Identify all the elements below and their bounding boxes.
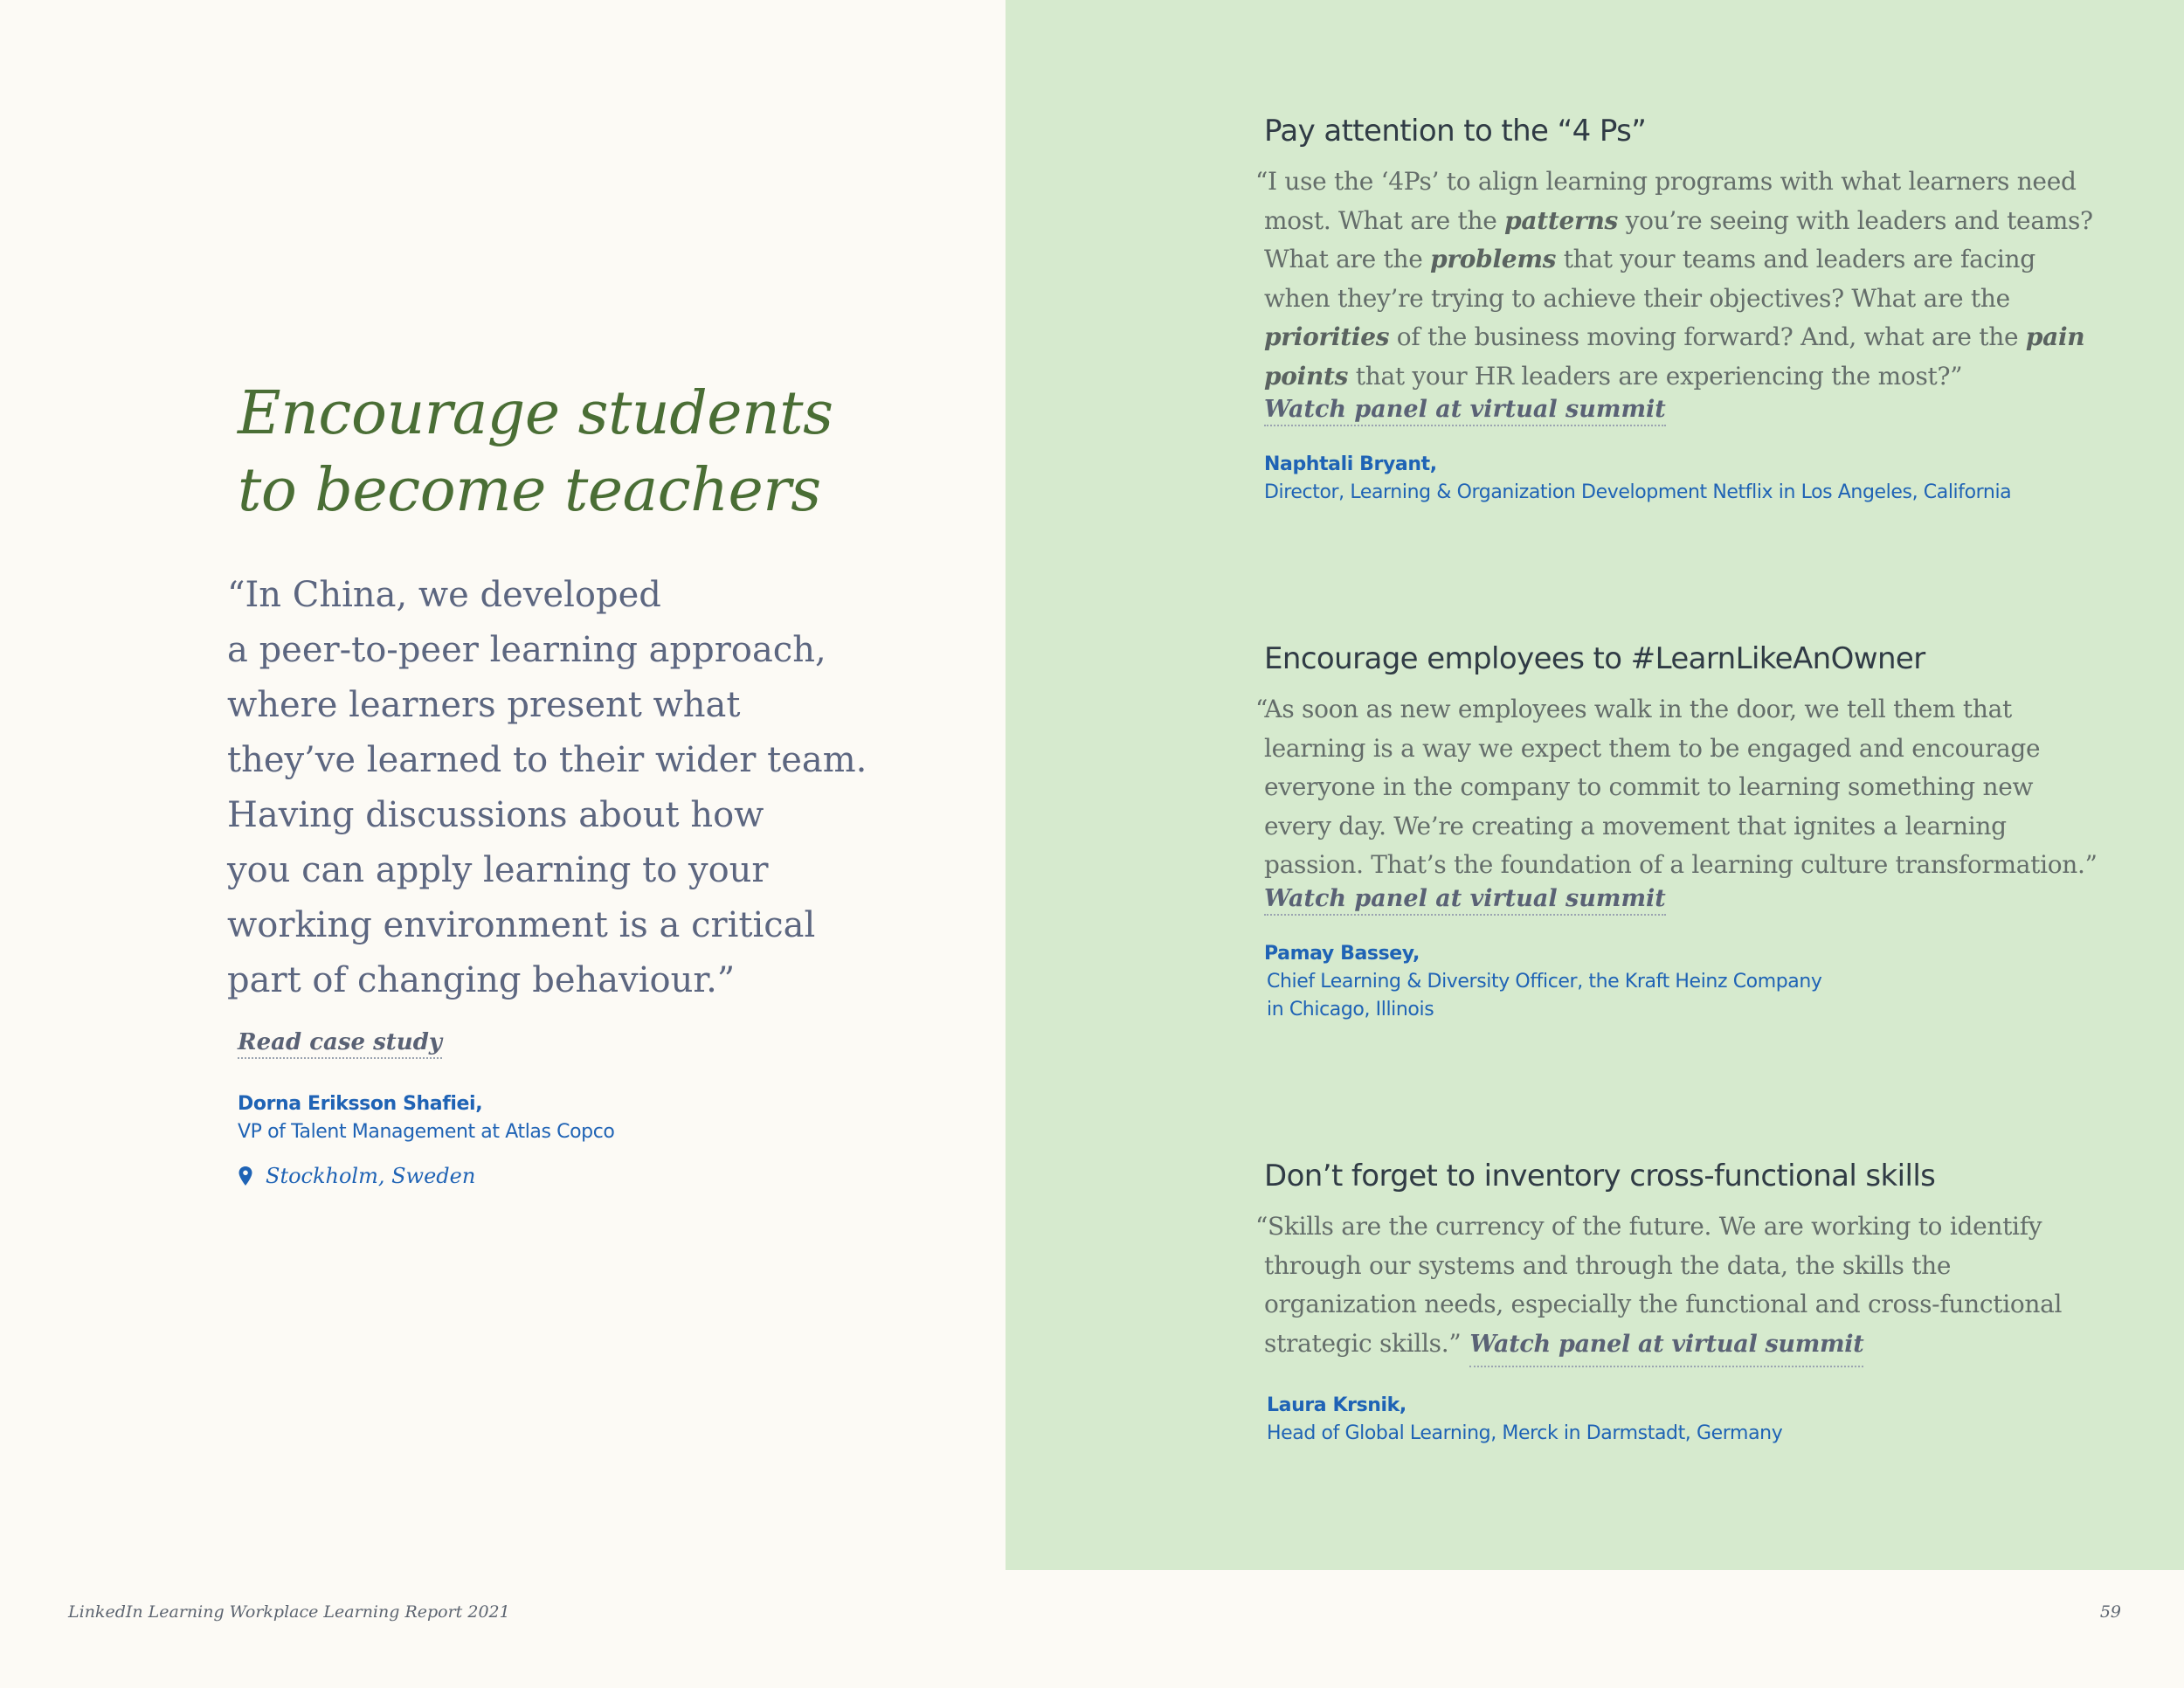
quote-line: through our systems and through the data, the skills the [1264, 1250, 1952, 1280]
location-text: Stockholm, Sweden [266, 1164, 476, 1188]
quote-line: organization needs, especially the functional and cross-functional [1264, 1290, 2063, 1318]
title-line: to become teachers [238, 456, 821, 525]
quote-line: they’ve learned to their wider team. [227, 740, 867, 780]
quote-text: What are the [1264, 245, 1431, 273]
quote-emphasis: patterns [1504, 205, 1618, 235]
person-role: Chief Learning & Diversity Officer, the Kraft Heinz Company [1267, 970, 1822, 993]
featured-quote [227, 568, 902, 1008]
person-role: Director, Learning & Organization Development Netflix in Los Angeles, California [1264, 481, 2012, 503]
quote-line [1255, 357, 2059, 397]
quote-line: passion. That’s the foundation of a learning culture transformation.” [1264, 850, 2098, 879]
quote-line: “As soon as new employees walk in the door, we tell them that [1255, 695, 2012, 723]
section-4ps [1255, 114, 2093, 507]
attribution [1264, 940, 2059, 1024]
section-quote [1255, 690, 2098, 885]
person-name: Laura Krsnik, [1267, 1394, 1406, 1416]
person-name: Pamay Bassey, [1264, 942, 1420, 965]
quote-text: strategic skills.” [1264, 1328, 1462, 1358]
watch-panel-link[interactable]: Watch panel at virtual summit [1264, 885, 1666, 916]
section-title: Encourage employees to #LearnLikeAnOwner [1264, 641, 1925, 676]
person-role: in Chicago, Illinois [1267, 998, 1434, 1020]
left-column [227, 376, 902, 1188]
attribution [1264, 451, 2059, 507]
section-quote [1255, 1207, 2063, 1367]
quote-text: that your teams and leaders are facing [1556, 245, 2035, 273]
quote-emphasis: points [1264, 361, 1349, 391]
quote-line [1255, 202, 2093, 241]
location [238, 1164, 902, 1188]
page-number: 59 [2099, 1602, 2121, 1622]
quote-emphasis: priorities [1264, 322, 1390, 351]
attribution [238, 1090, 902, 1146]
attribution [1264, 1392, 2059, 1448]
quote-line: learning is a way we expect them to be engaged and encourage [1264, 733, 2041, 763]
quote-text: you’re seeing with leaders and teams? [1617, 205, 2093, 235]
quote-text: most. What are the [1264, 205, 1505, 235]
person-name: Dorna Eriksson Shafiei, [238, 1093, 483, 1115]
person-name: Naphtali Bryant, [1264, 453, 1437, 475]
section-cross-functional-skills [1255, 1159, 2063, 1448]
watch-panel-link[interactable]: Watch panel at virtual summit [1469, 1325, 1863, 1368]
section-title: Don’t forget to inventory cross-functional skills [1264, 1159, 1936, 1193]
quote-line [1255, 240, 2059, 280]
quote-text: that your HR leaders are experiencing the most?” [1348, 361, 1963, 391]
quote-line: “I use the ‘4Ps’ to align learning programs with what learners need [1255, 167, 2077, 196]
quote-line [1255, 1325, 2059, 1368]
section-title: Pay attention to the “4 Ps” [1264, 114, 1647, 149]
quote-emphasis: problems [1430, 245, 1557, 273]
quote-line: when they’re trying to achieve their objectives? What are the [1264, 283, 2010, 313]
footer-report-title: LinkedIn Learning Workplace Learning Report 2021 [68, 1602, 510, 1622]
quote-emphasis: pain [2025, 322, 2085, 351]
quote-line: working environment is a critical [227, 905, 816, 945]
quote-line: “Skills are the currency of the future. We are working to identify [1255, 1212, 2042, 1241]
quote-line [1255, 318, 2085, 357]
person-role: VP of Talent Management at Atlas Copco [238, 1121, 615, 1143]
quote-line: every day. We’re creating a movement that ignites a learning [1264, 811, 2007, 841]
quote-line: where learners present what [227, 685, 741, 725]
quote-line: a peer-to-peer learning approach, [227, 630, 826, 670]
quote-line: you can apply learning to your [227, 850, 769, 890]
title-line: Encourage students [238, 379, 833, 448]
section-quote [1255, 163, 2093, 396]
watch-panel-link[interactable]: Watch panel at virtual summit [1264, 396, 1666, 426]
person-role: Head of Global Learning, Merck in Darmstadt, Germany [1267, 1422, 1783, 1444]
read-case-study-link[interactable]: Read case study [238, 1029, 442, 1059]
section-learn-like-an-owner [1255, 641, 2098, 1024]
quote-line: Having discussions about how [227, 795, 764, 835]
quote-line: “In China, we developed [227, 575, 661, 615]
quote-line: everyone in the company to commit to learning something new [1264, 772, 2034, 801]
quote-text: of the business moving forward? And, what are the [1389, 322, 2026, 351]
page-title [238, 376, 902, 529]
quote-line: part of changing behaviour.” [227, 960, 736, 1000]
map-pin-icon [238, 1166, 253, 1186]
